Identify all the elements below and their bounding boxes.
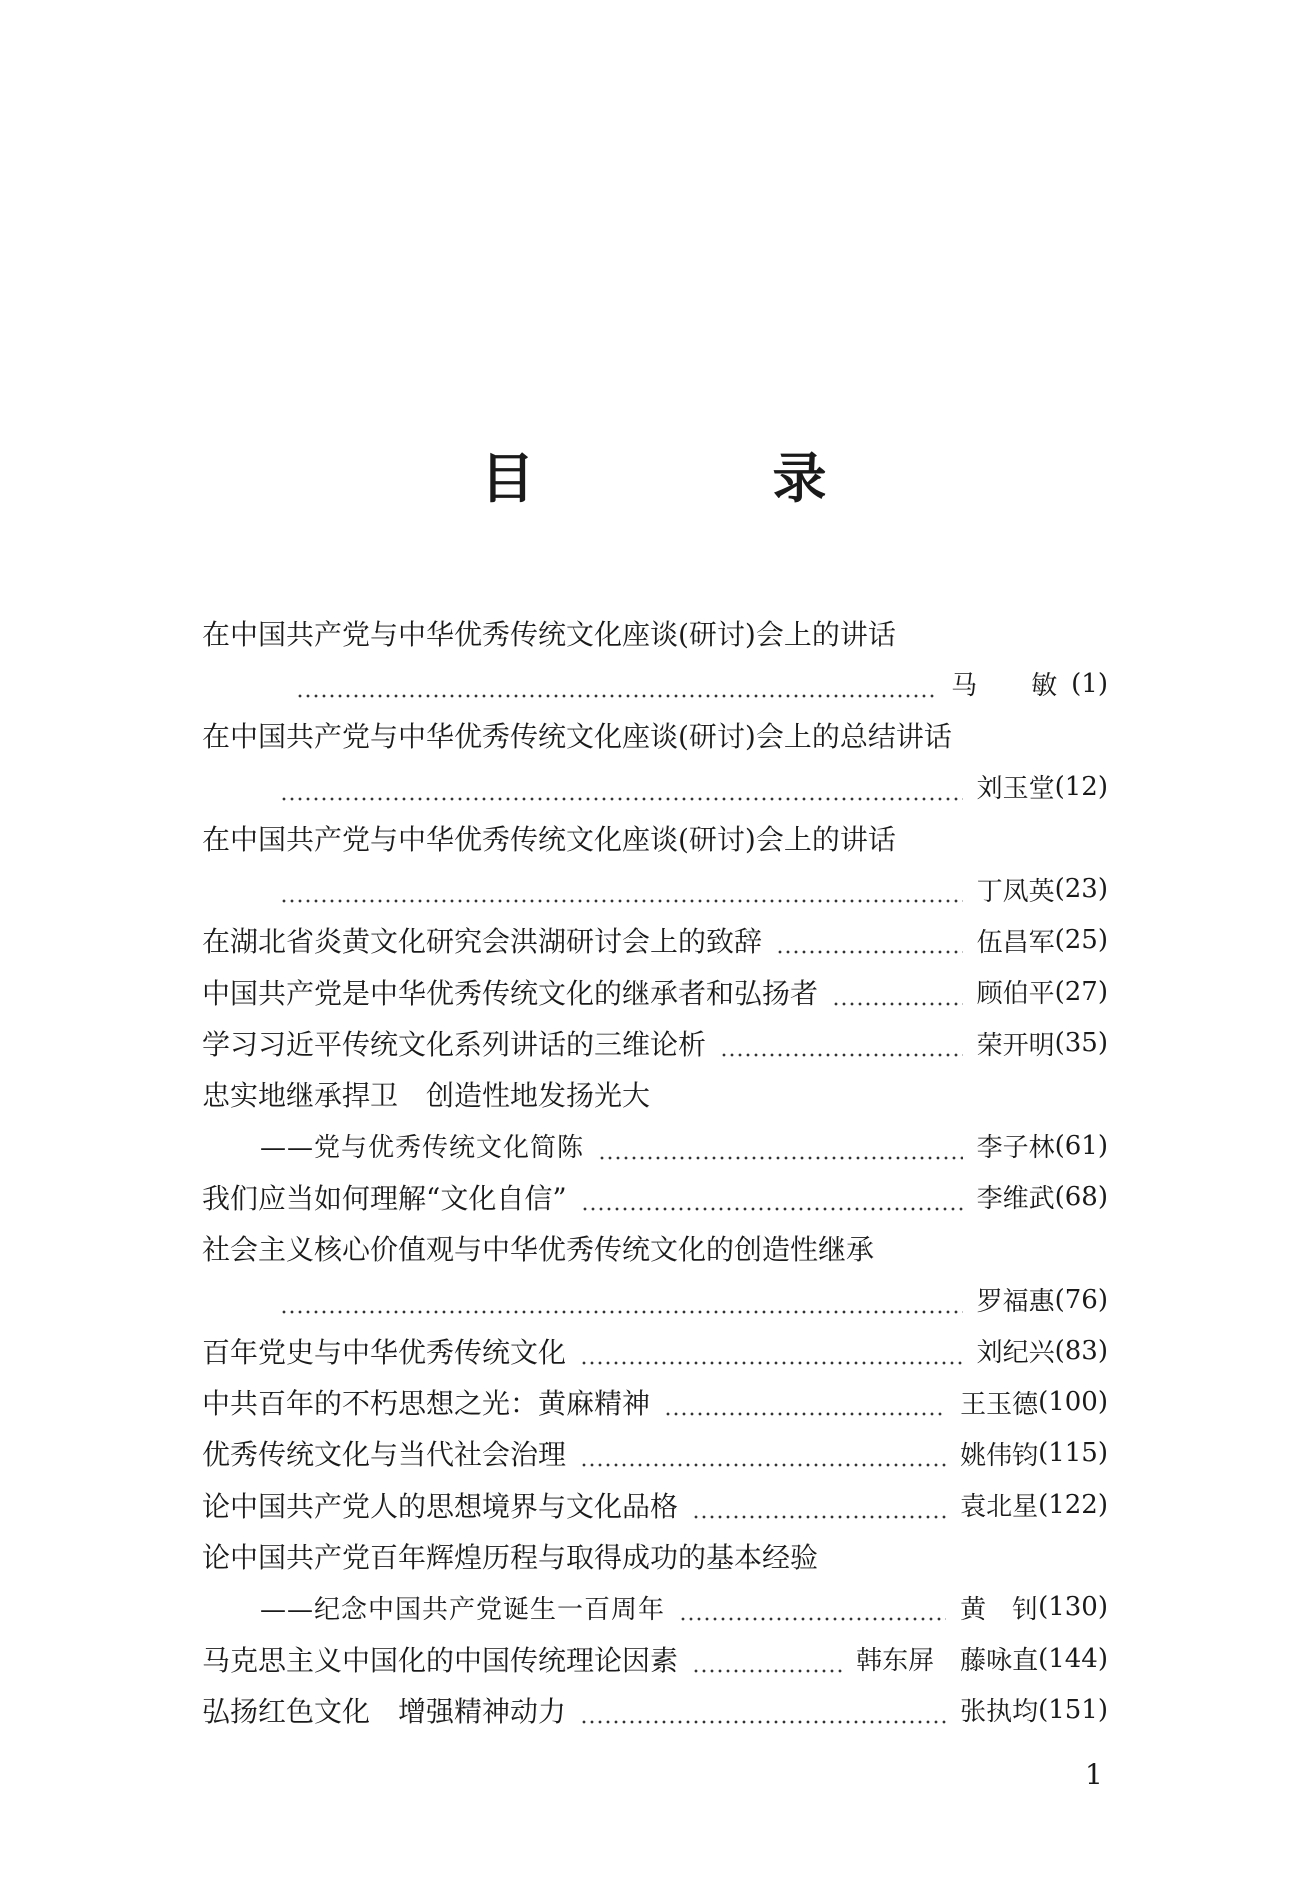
toc-entry bbox=[202, 1684, 1108, 1735]
toc-page: (25) bbox=[1054, 925, 1108, 956]
toc-page: (122) bbox=[1038, 1489, 1108, 1520]
toc-title: 论中国共产党百年辉煌历程与取得成功的基本经验 bbox=[202, 1540, 819, 1574]
toc-title: 中国共产党是中华优秀传统文化的继承者和弘扬者 bbox=[202, 976, 819, 1010]
toc-title: 我们应当如何理解“文化自信” bbox=[202, 1181, 567, 1215]
toc-title: 中共百年的不朽思想之光：黄麻精神 bbox=[202, 1387, 651, 1421]
dot-leader bbox=[720, 1029, 963, 1057]
toc-entry-subtitle bbox=[202, 1120, 1108, 1171]
toc-page: (144) bbox=[1038, 1643, 1108, 1674]
toc-page: (1) bbox=[1071, 668, 1108, 699]
toc-page: (76) bbox=[1054, 1284, 1108, 1315]
toc-entry bbox=[202, 1017, 1108, 1068]
toc-entry-subtitle bbox=[202, 1582, 1108, 1633]
toc-author: 顾伯平 bbox=[976, 979, 1055, 1010]
toc-entry-title bbox=[202, 1223, 1108, 1274]
toc-page: (27) bbox=[1054, 976, 1108, 1007]
dot-leader bbox=[580, 1696, 946, 1724]
toc-page: (12) bbox=[1054, 771, 1108, 802]
toc-author: 荣开明 bbox=[976, 1030, 1055, 1061]
toc-subtitle: ——党与优秀传统文化简陈 bbox=[260, 1133, 585, 1164]
toc-page: (100) bbox=[1038, 1387, 1108, 1418]
toc-author: 马 敏 bbox=[951, 671, 1072, 702]
dot-leader bbox=[296, 670, 937, 698]
toc-entry bbox=[202, 1376, 1108, 1427]
toc-author: 刘玉堂 bbox=[976, 774, 1055, 805]
toc-author: 伍昌军 bbox=[976, 927, 1055, 958]
dot-leader bbox=[580, 1337, 963, 1365]
toc-entry-leader bbox=[202, 658, 1108, 709]
toc-entry-leader bbox=[202, 863, 1108, 914]
toc-title: 在中国共产党与中华优秀传统文化座谈(研讨)会上的讲话 bbox=[202, 617, 896, 651]
toc-author: 刘纪兴 bbox=[976, 1338, 1055, 1369]
toc-title: 马克思主义中国化的中国传统理论因素 bbox=[202, 1643, 679, 1677]
toc-entry bbox=[202, 1325, 1108, 1376]
toc-entry-leader bbox=[202, 761, 1108, 812]
toc-entry bbox=[202, 1479, 1108, 1530]
dot-leader bbox=[280, 773, 963, 801]
toc-title: 优秀传统文化与当代社会治理 bbox=[202, 1438, 567, 1472]
dot-leader bbox=[598, 1132, 963, 1160]
toc-author: 王玉德 bbox=[960, 1389, 1039, 1420]
table-of-contents bbox=[202, 607, 1108, 1736]
toc-subtitle: ——纪念中国共产党诞生一百周年 bbox=[260, 1594, 666, 1625]
dot-leader bbox=[581, 1183, 963, 1211]
toc-title: 社会主义核心价值观与中华优秀传统文化的创造性继承 bbox=[202, 1233, 875, 1267]
toc-author: 丁凤英 bbox=[976, 876, 1055, 907]
toc-author: 张执均 bbox=[960, 1697, 1039, 1728]
dot-leader bbox=[679, 1593, 946, 1621]
toc-page: (23) bbox=[1054, 874, 1108, 905]
toc-title: 在中国共产党与中华优秀传统文化座谈(研讨)会上的总结讲话 bbox=[202, 720, 952, 754]
toc-entry bbox=[202, 1633, 1108, 1684]
toc-author: 李维武 bbox=[976, 1184, 1055, 1215]
toc-entry-title bbox=[202, 812, 1108, 863]
toc-entry bbox=[202, 966, 1108, 1017]
dot-leader bbox=[280, 1286, 963, 1314]
toc-page: (61) bbox=[1054, 1130, 1108, 1161]
dot-leader bbox=[280, 875, 963, 903]
toc-title: 弘扬红色文化 增强精神动力 bbox=[202, 1694, 567, 1728]
toc-title: 百年党史与中华优秀传统文化 bbox=[202, 1335, 567, 1369]
toc-entry-title bbox=[202, 607, 1108, 658]
toc-author: 韩东屏 藤咏直 bbox=[856, 1646, 1039, 1677]
page-number: 1 bbox=[1085, 1758, 1103, 1791]
toc-page: (130) bbox=[1038, 1592, 1108, 1623]
toc-author: 李子林 bbox=[976, 1133, 1055, 1164]
toc-author: 罗福惠 bbox=[976, 1287, 1055, 1317]
toc-entry-title bbox=[202, 1069, 1108, 1120]
dot-leader bbox=[692, 1645, 842, 1673]
dot-leader bbox=[832, 978, 963, 1006]
toc-author: 袁北星 bbox=[960, 1492, 1039, 1523]
toc-page: (83) bbox=[1054, 1335, 1108, 1366]
page-title: 目 录 bbox=[480, 446, 919, 510]
toc-title: 论中国共产党人的思想境界与文化品格 bbox=[202, 1489, 679, 1523]
toc-entry-title bbox=[202, 1530, 1108, 1581]
toc-author: 姚伟钧 bbox=[960, 1440, 1039, 1471]
toc-entry bbox=[202, 915, 1108, 966]
toc-title: 忠实地继承捍卫 创造性地发扬光大 bbox=[202, 1079, 651, 1113]
dot-leader bbox=[692, 1491, 946, 1519]
toc-title: 在湖北省炎黄文化研究会洪湖研讨会上的致辞 bbox=[202, 925, 763, 959]
toc-entry bbox=[202, 1171, 1108, 1222]
toc-author: 黄 钊 bbox=[960, 1594, 1039, 1625]
toc-page: (68) bbox=[1054, 1181, 1108, 1212]
toc-page: (35) bbox=[1054, 1028, 1108, 1059]
toc-entry-title bbox=[202, 710, 1108, 761]
dot-leader bbox=[580, 1439, 946, 1467]
toc-title: 在中国共产党与中华优秀传统文化座谈(研讨)会上的讲话 bbox=[202, 822, 896, 856]
toc-entry bbox=[202, 1428, 1108, 1479]
toc-title: 学习习近平传统文化系列讲话的三维论析 bbox=[202, 1028, 707, 1062]
dot-leader bbox=[664, 1388, 946, 1416]
toc-page: (151) bbox=[1038, 1694, 1108, 1725]
dot-leader bbox=[776, 926, 963, 954]
toc-entry-leader bbox=[202, 1274, 1108, 1325]
toc-page: (115) bbox=[1038, 1438, 1108, 1469]
